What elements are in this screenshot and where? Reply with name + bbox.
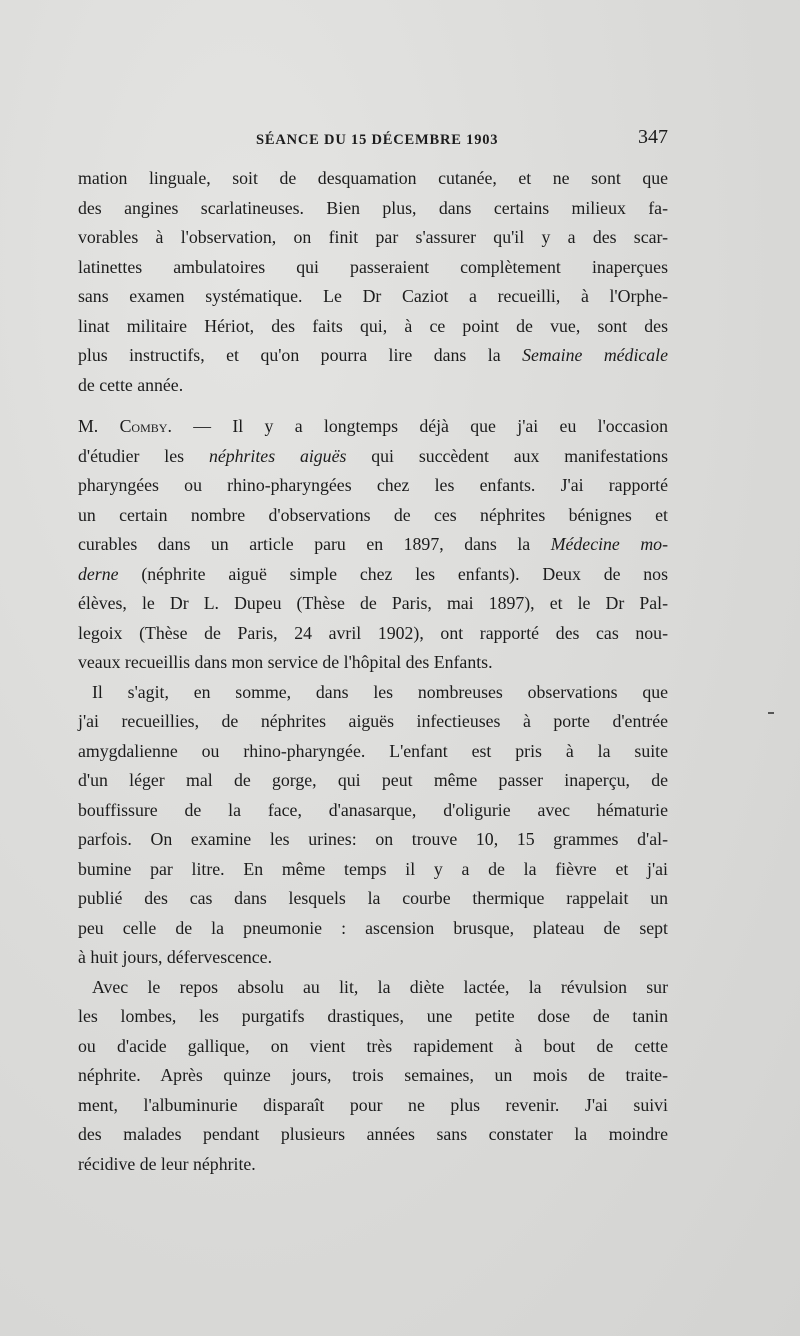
text-line: legoix (Thèse de Paris, 24 avril 1902), ont rapporté des cas nou- <box>78 622 668 643</box>
text-fragment: qui succèdent aux manifestations <box>371 445 668 466</box>
text-line: bouffissure de la face, d'anasarque, d'oligurie avec hématurie <box>78 799 668 820</box>
text-line: pharyngées ou rhino-pharyngées chez les enfants. J'ai rapporté <box>78 475 668 495</box>
text-line: publié des cas dans lesquels la courbe thermique rappelait un <box>78 888 668 908</box>
margin-mark <box>768 712 774 714</box>
text-fragment: curables dans un article paru en 1897, dans la <box>78 534 531 554</box>
paragraph-3 <box>78 678 668 708</box>
body-text <box>78 164 668 1179</box>
paragraph-3-body <box>78 707 668 973</box>
paragraph-2 <box>78 412 668 678</box>
text-line: veaux recueillis dans mon service de l'hôpital des Enfants. <box>78 652 493 672</box>
text-line: d'un léger mal de gorge, qui peut même passer inaperçu, de <box>78 770 668 790</box>
text-line: ou d'acide gallique, on vient très rapidement à bout de cette <box>78 1035 668 1056</box>
text-line: des malades pendant plusieurs années sans constater la moindre <box>78 1124 668 1144</box>
text-line: de cette année. <box>78 374 184 395</box>
text-line: peu celle de la pneumonie : ascension brusque, plateau de sept <box>78 917 668 938</box>
text-line: Il s'agit, en somme, dans les nombreuses observations que <box>92 681 668 702</box>
text-line: récidive de leur néphrite. <box>78 1153 256 1174</box>
text-line: sans examen systématique. Le Dr Caziot a recueilli, à l'Orphe- <box>78 286 668 306</box>
text-line: ment, l'albuminurie disparaît pour ne plus revenir. J'ai suivi <box>78 1094 668 1115</box>
text-line: les lombes, les purgatifs drastiques, une petite dose de tanin <box>78 1006 668 1026</box>
paragraph-gap <box>78 400 668 412</box>
text-line: parfois. On examine les urines: on trouve 10, 15 grammes d'al- <box>78 829 668 849</box>
journal-title-italic: derne <box>78 563 119 584</box>
text-line: latinettes ambulatoires qui passeraient complètement inaperçues <box>78 256 668 277</box>
text-line: un certain nombre d'observations de ces néphrites bénignes et <box>78 504 668 525</box>
speaker-name: M. Comby. <box>78 416 172 436</box>
text-line <box>78 412 668 442</box>
text-line <box>78 530 668 560</box>
text-line: bumine par litre. En même temps il y a de la fièvre et j'ai <box>78 858 668 879</box>
text-line: amygdalienne ou rhino-pharyngée. L'enfant est pris à la suite <box>78 740 668 761</box>
page-number: 347 <box>638 126 668 148</box>
text-fragment: (néphrite aiguë simple chez les enfants). Deux de nos <box>141 563 668 584</box>
journal-title-italic: Semaine médicale <box>522 345 668 365</box>
text-fragment: plus instructifs, et qu'on pourra lire dans la <box>78 345 501 365</box>
header-title: SÉANCE DU 15 DÉCEMBRE 1903 <box>256 132 499 148</box>
text-fragment: — Il y a longtemps déjà que j'ai eu l'occasion <box>193 416 668 436</box>
text-line: Avec le repos absolu au lit, la diète lactée, la révulsion sur <box>92 976 668 997</box>
text-line: j'ai recueillies, de néphrites aiguës infectieuses à porte d'entrée <box>78 711 668 731</box>
text-line <box>78 442 668 472</box>
running-head <box>78 126 668 156</box>
journal-title-italic: Médecine mo- <box>550 534 668 554</box>
text-line: mation linguale, soit de desquamation cutanée, et ne sont que <box>78 168 668 188</box>
text-line <box>78 341 668 371</box>
text-fragment: d'étudier les <box>78 445 185 466</box>
text-line: vorables à l'observation, on finit par s'assurer qu'il y a des scar- <box>78 227 668 247</box>
text-line: des angines scarlatineuses. Bien plus, dans certains milieux fa- <box>78 197 668 218</box>
paragraph-1 <box>78 164 668 400</box>
text-line <box>78 560 668 590</box>
text-line: élèves, le Dr L. Dupeu (Thèse de Paris, mai 1897), et le Dr Pal- <box>78 593 668 613</box>
text-line: néphrite. Après quinze jours, trois semaines, un mois de traite- <box>78 1065 668 1085</box>
text-line: linat militaire Hériot, des faits qui, à ce point de vue, sont des <box>78 315 668 336</box>
text-line: à huit jours, défervescence. <box>78 947 273 967</box>
paragraph-4 <box>78 973 668 1003</box>
term-italic: néphrites aiguës <box>208 445 347 466</box>
paragraph-4-body <box>78 1002 668 1179</box>
